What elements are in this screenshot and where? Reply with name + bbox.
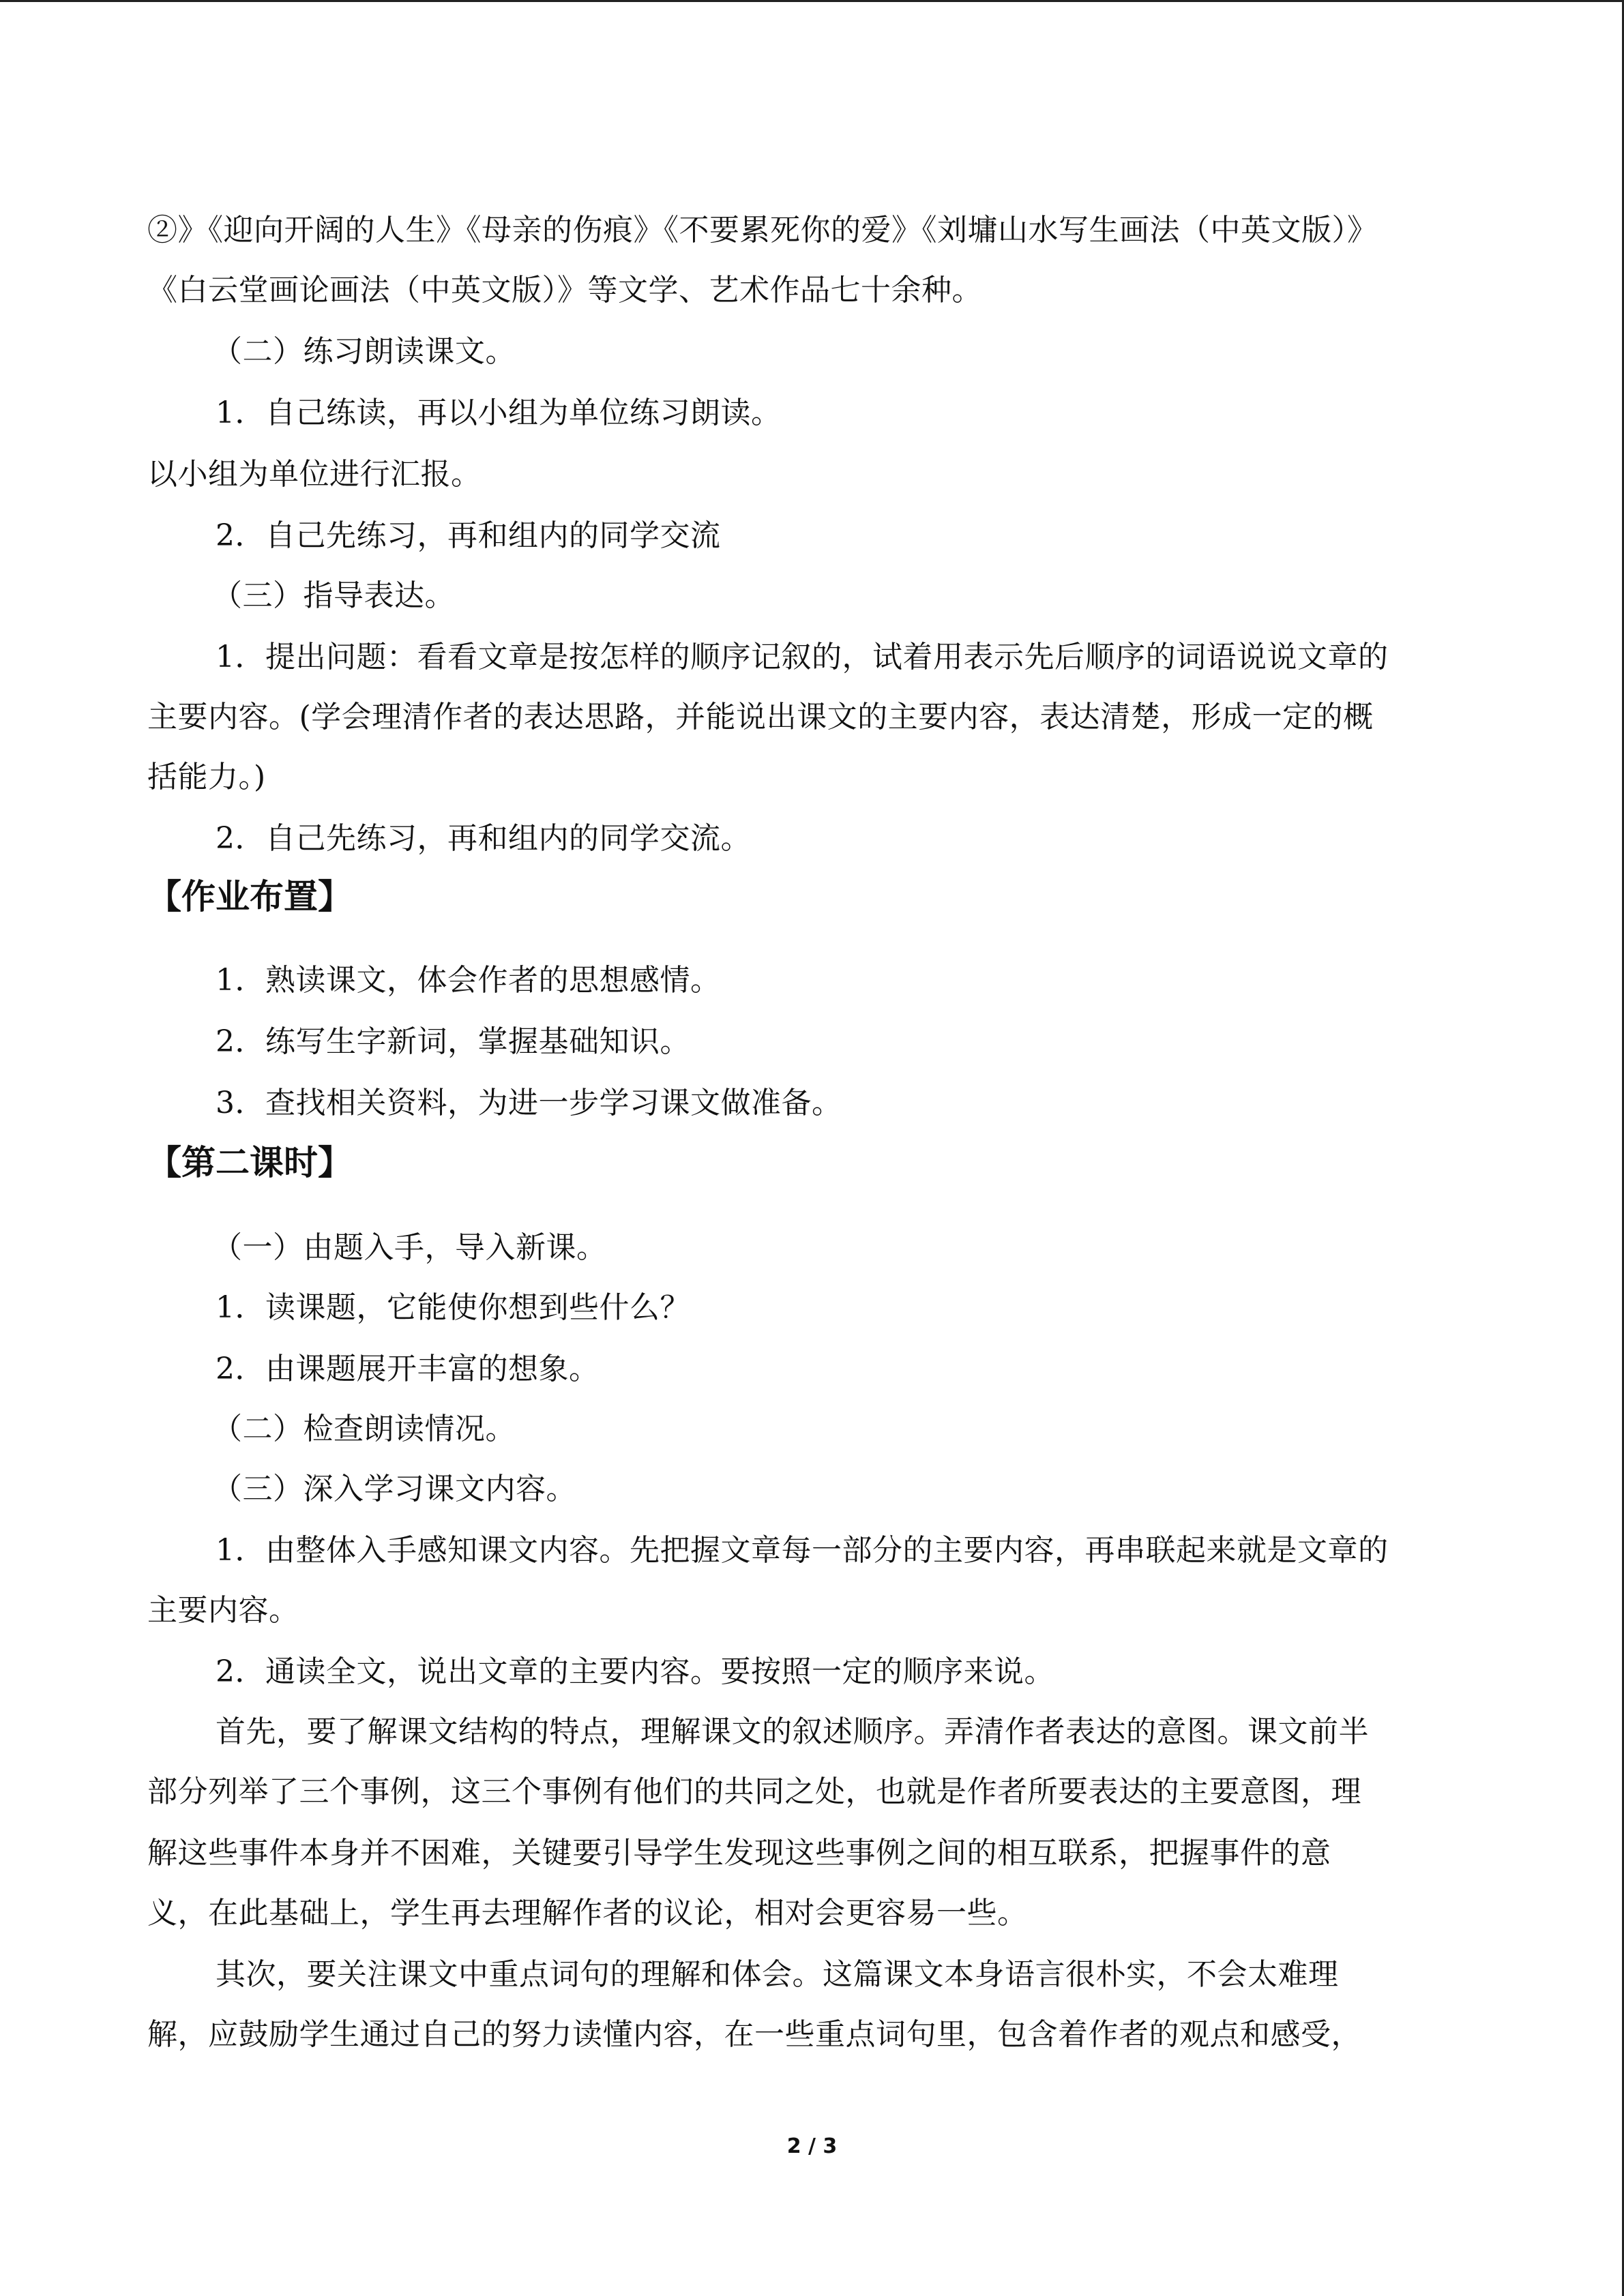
section-subheading: （二）检查朗读情况。	[212, 1412, 516, 1446]
list-item: 2．由课题展开丰富的想象。	[216, 1352, 600, 1386]
list-item: 2．通读全文，说出文章的主要内容。要按照一定的顺序来说。	[216, 1654, 1054, 1689]
list-item: 2．自己先练习，再和组内的同学交流	[216, 518, 721, 553]
section-subheading: （三）指导表达。	[212, 578, 455, 613]
section-heading-homework: 【作业布置】	[147, 877, 352, 916]
list-item: 2．自己先练习，再和组内的同学交流。	[216, 821, 751, 856]
paragraph-line: 《白云堂画论画法（中英文版）》等文学、艺术作品七十余种。	[147, 273, 982, 308]
paragraph-line: 首先，要了解课文结构的特点，理解课文的叙述顺序。弄清作者表达的意图。课文前半	[216, 1714, 1369, 1749]
paragraph-line: 其次，要关注课文中重点词句的理解和体会。这篇课文本身语言很朴实，不会太难理	[216, 1957, 1339, 1992]
paragraph-line: 解，应鼓励学生通过自己的努力读懂内容，在一些重点词句里，包含着作者的观点和感受，	[147, 2017, 1361, 2052]
list-item: 2．练写生字新词，掌握基础知识。	[216, 1024, 690, 1059]
paragraph-line: 以小组为单位进行汇报。	[147, 457, 482, 492]
paragraph-line: 解这些事件本身并不困难，关键要引导学生发现这些事例之间的相互联系，把握事件的意	[147, 1836, 1331, 1870]
section-subheading: （一）由题入手，导入新课。	[212, 1230, 607, 1265]
paragraph-line: 义，在此基础上，学生再去理解作者的议论，相对会更容易一些。	[147, 1896, 1028, 1930]
section-heading-second-lesson: 【第二课时】	[147, 1143, 352, 1182]
paragraph-line: 括能力。)	[147, 760, 266, 794]
list-item: 1．由整体入手感知课文内容。先把握文章每一部分的主要内容，再串联起来就是文章的	[216, 1533, 1389, 1568]
list-item: 1．提出问题：看看文章是按怎样的顺序记叙的，试着用表示先后顺序的词语说说文章的	[216, 640, 1389, 674]
paragraph-line: 主要内容。(学会理清作者的表达思路，并能说出课文的主要内容，表达清楚，形成一定的概	[147, 700, 1374, 734]
list-item: 1．读课题，它能使你想到些什么？	[216, 1290, 690, 1325]
list-item: 1．自己练读，再以小组为单位练习朗读。	[216, 396, 782, 430]
section-subheading: （三）深入学习课文内容。	[212, 1472, 576, 1506]
paragraph-line: ②》《迎向开阔的人生》《母亲的伤痕》《不要累死你的爱》《刘墉山水写生画法（中英文版）》	[147, 213, 1378, 248]
paragraph-line: 部分列举了三个事例，这三个事例有他们的共同之处，也就是作者所要表达的主要意图，理	[147, 1774, 1361, 1809]
page-number: 2 / 3	[786, 2134, 838, 2158]
paragraph-line: 主要内容。	[147, 1593, 299, 1628]
list-item: 3．查找相关资料，为进一步学习课文做准备。	[216, 1086, 842, 1120]
list-item: 1．熟读课文，体会作者的思想感情。	[216, 963, 721, 998]
top-border	[0, 0, 1624, 2]
section-subheading: （二）练习朗读课文。	[212, 334, 516, 369]
